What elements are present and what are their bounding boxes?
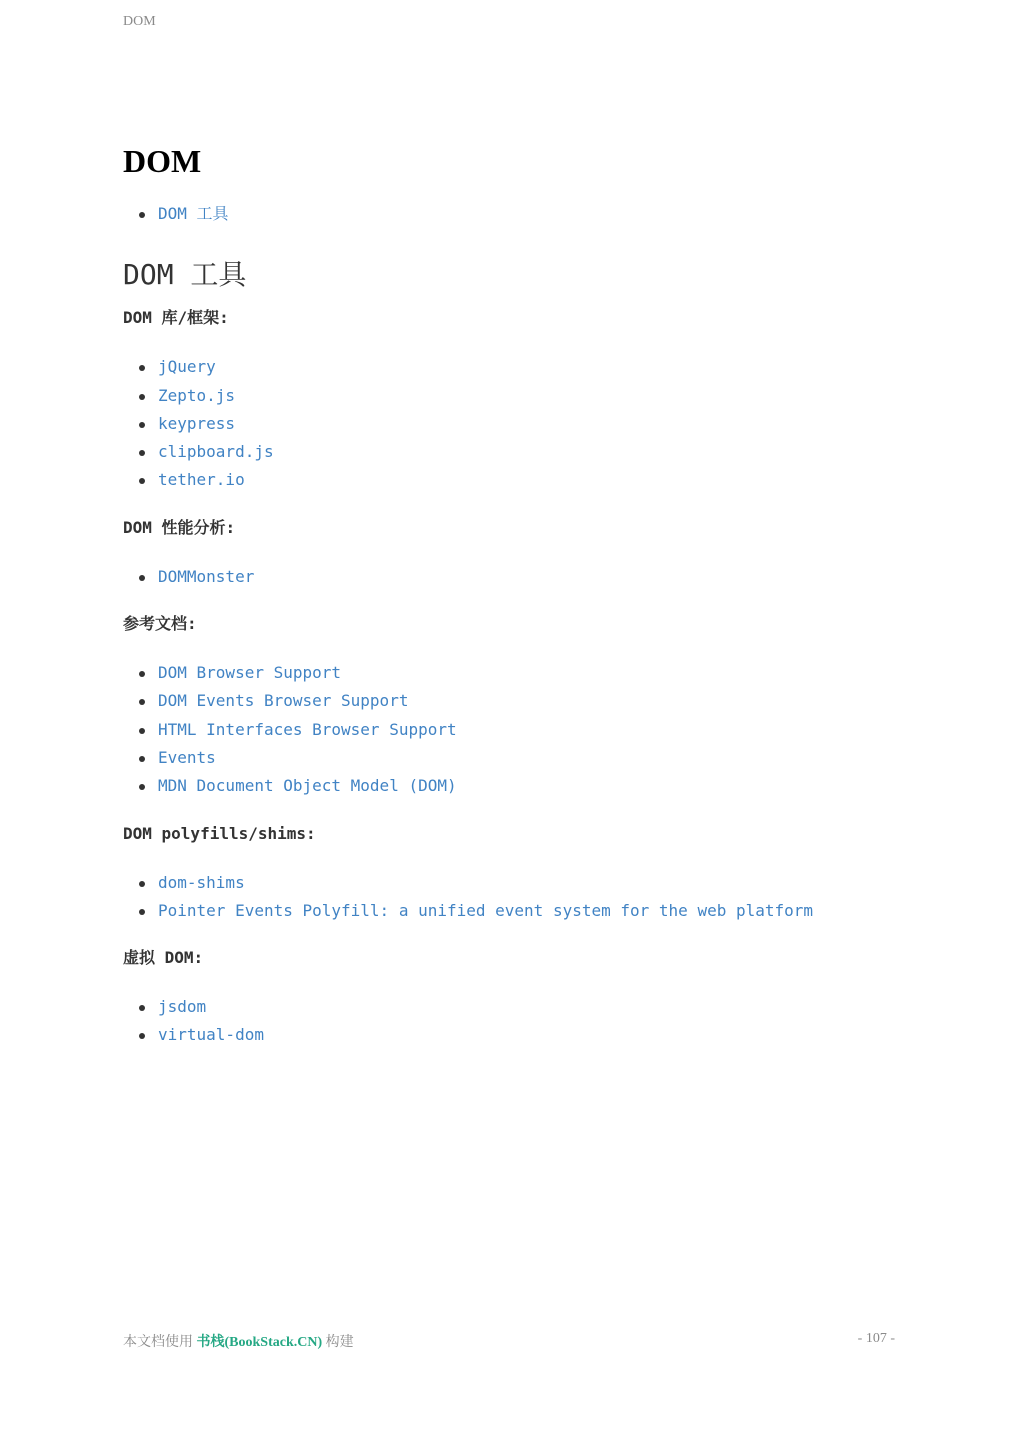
group-heading-performance: DOM 性能分析: [123,517,236,537]
link-clipboard[interactable]: clipboard.js [158,442,274,462]
list-item [123,466,903,494]
link-events[interactable]: Events [158,747,216,767]
polyfills-list [123,869,903,926]
group-heading-virtual-dom: 虚拟 DOM: [123,948,204,968]
page-content [123,138,903,1050]
performance-list [123,563,903,591]
list-item [123,410,903,438]
list-item [123,563,903,591]
link-tether[interactable]: tether.io [158,470,245,490]
link-pointer-events-polyfill[interactable]: Pointer Events Polyfill: a unified event system for the web platform [158,900,814,920]
group-heading-libraries: DOM 库/框架: [123,308,229,328]
footer-prefix: 本文档使用 [123,1335,193,1350]
list-item [123,659,903,687]
list-item [123,353,903,381]
footer-suffix: 构建 [325,1335,354,1350]
library-list [123,353,903,494]
page-footer [123,1331,354,1351]
link-jsdom[interactable]: jsdom [158,997,207,1017]
link-dom-events-browser-support[interactable]: DOM Events Browser Support [158,691,409,711]
link-dommonster[interactable]: DOMMonster [158,566,255,586]
link-zepto[interactable]: Zepto.js [158,385,236,405]
link-mdn-dom[interactable]: MDN Document Object Model (DOM) [158,776,457,796]
link-keypress[interactable]: keypress [158,413,236,433]
footer-brand-link[interactable]: 书栈(BookStack.CN) [196,1335,323,1350]
section-title: DOM 工具 [123,258,247,292]
list-item [123,382,903,410]
group-heading-polyfills: DOM polyfills/shims: [123,823,316,843]
running-header: DOM [123,14,156,29]
chapter-title: DOM [123,143,202,179]
list-item [123,897,903,925]
list-item [123,772,903,800]
list-item [123,869,903,897]
list-item [123,716,903,744]
list-item [123,687,903,715]
page-number: - 107 - [857,1331,895,1346]
list-item [123,993,903,1021]
reference-list [123,659,903,800]
link-html-interfaces-browser-support[interactable]: HTML Interfaces Browser Support [158,719,457,739]
table-of-contents [123,200,903,228]
toc-item [123,200,903,228]
list-item [123,744,903,772]
list-item [123,1021,903,1049]
link-jquery[interactable]: jQuery [158,357,216,377]
virtual-dom-list [123,993,903,1050]
link-dom-shims[interactable]: dom-shims [158,872,245,892]
list-item [123,438,903,466]
group-heading-reference: 参考文档: [123,614,197,634]
link-virtual-dom[interactable]: virtual-dom [158,1025,264,1045]
toc-link-dom-tools[interactable]: DOM 工具 [158,204,229,223]
link-dom-browser-support[interactable]: DOM Browser Support [158,663,342,683]
